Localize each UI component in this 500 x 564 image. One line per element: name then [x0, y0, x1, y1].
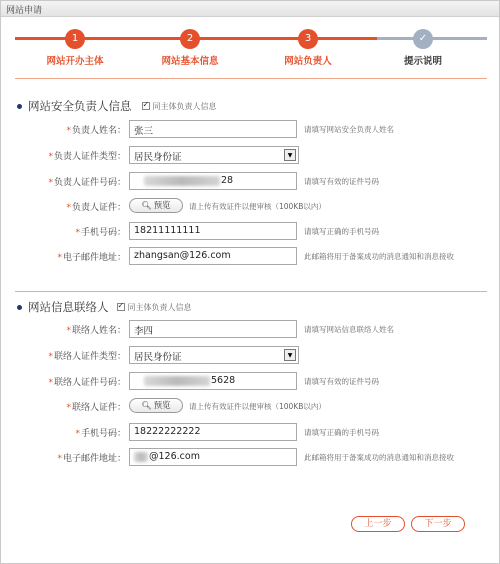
contact-preview-button[interactable]: 🔍︎ 预览: [129, 398, 183, 413]
contact-id-number-hint: 请填写有效的证件号码: [304, 377, 379, 386]
next-step-button[interactable]: 下一步: [411, 516, 465, 532]
contact-id-type-label: *联络人证件类型：: [48, 352, 126, 362]
redacted-text: [144, 176, 220, 186]
contact-section-title: [17, 299, 192, 315]
security-email-row: [1, 247, 500, 265]
contact-section-heading: 网站信息联络人: [28, 300, 109, 314]
security-id-number-input[interactable]: [129, 172, 297, 190]
redacted-text: [134, 452, 148, 462]
security-id-number-hint: 请填写有效的证件号码: [304, 177, 379, 186]
step-2-label: 网站基本信息: [161, 56, 219, 67]
security-id-type-label: *负责人证件类型：: [48, 152, 126, 162]
contact-email-suffix: @126.com: [149, 451, 200, 462]
security-same-as-owner-checkbox[interactable]: [142, 102, 150, 110]
security-email-input[interactable]: zhangsan@126.com: [129, 247, 297, 265]
security-id-doc-hint: 请上传有效证件以便审核（100KB以内）: [189, 202, 326, 211]
magnifier-icon: 🔍︎: [141, 401, 152, 410]
contact-id-doc-row: [1, 397, 500, 415]
contact-email-input[interactable]: [129, 448, 297, 466]
progress-stepper: [1, 1, 500, 81]
prev-step-button[interactable]: 上一步: [351, 516, 405, 532]
contact-name-label: *联络人姓名：: [66, 326, 126, 336]
contact-id-number-input[interactable]: [129, 372, 297, 390]
security-name-row: [1, 120, 500, 138]
contact-id-doc-hint: 请上传有效证件以便审核（100KB以内）: [189, 402, 326, 411]
security-email-label: *电子邮件地址：: [57, 253, 126, 263]
section-divider: [15, 291, 487, 292]
security-section-heading: 网站安全负责人信息: [28, 99, 132, 113]
contact-id-number-label: *联络人证件号码：: [48, 378, 126, 388]
security-id-number-row: [1, 172, 500, 190]
contact-id-number-row: [1, 372, 500, 390]
section-bullet-icon: [17, 305, 22, 310]
step-1-circle: 1: [65, 29, 85, 49]
security-phone-label: *手机号码：: [75, 228, 126, 238]
security-id-number-label: *负责人证件号码：: [48, 178, 126, 188]
step-3-circle: 3: [298, 29, 318, 49]
contact-name-hint: 请填写网站信息联络人姓名: [304, 325, 394, 334]
contact-name-row: [1, 320, 500, 338]
security-name-hint: 请填写网站安全负责人姓名: [304, 125, 394, 134]
security-id-type-row: [1, 146, 500, 164]
step-4-label: 提示说明: [403, 56, 442, 67]
security-id-doc-row: [1, 197, 500, 215]
security-phone-hint: 请填写正确的手机号码: [304, 227, 379, 236]
contact-same-as-owner-label: 同主体负责人信息: [127, 302, 192, 312]
security-id-doc-label: *负责人证件：: [66, 203, 126, 213]
contact-email-label: *电子邮件地址：: [57, 454, 126, 464]
contact-same-as-owner-checkbox[interactable]: [117, 303, 125, 311]
contact-phone-input[interactable]: 18222222222: [129, 423, 297, 441]
contact-phone-hint: 请填写正确的手机号码: [304, 428, 379, 437]
contact-phone-label: *手机号码：: [75, 429, 126, 439]
contact-phone-row: [1, 423, 500, 441]
security-phone-input[interactable]: 18211111111: [129, 222, 297, 240]
dropdown-arrow-icon[interactable]: ▼: [284, 349, 296, 361]
security-phone-row: [1, 222, 500, 240]
redacted-text: [144, 376, 210, 386]
step-4-check-icon: ✓: [413, 29, 433, 49]
contact-email-hint: 此邮箱将用于备案成功的消息通知和消息接收: [304, 453, 454, 462]
contact-name-input[interactable]: 李四: [129, 320, 297, 338]
dropdown-arrow-icon[interactable]: ▼: [284, 149, 296, 161]
security-email-hint: 此邮箱将用于备案成功的消息通知和消息接收: [304, 252, 454, 261]
step-2-circle: 2: [180, 29, 200, 49]
stepper-divider: [15, 78, 487, 79]
contact-email-row: [1, 448, 500, 466]
contact-id-type-row: [1, 346, 500, 364]
step-3-label: 网站负责人: [284, 56, 332, 67]
contact-id-doc-label: *联络人证件：: [66, 403, 126, 413]
magnifier-icon: 🔍︎: [141, 201, 152, 210]
security-id-type-select[interactable]: [129, 146, 299, 164]
window-title: 网站申请: [6, 6, 43, 16]
contact-id-type-select[interactable]: [129, 346, 299, 364]
section-bullet-icon: [17, 104, 22, 109]
security-name-input[interactable]: 张三: [129, 120, 297, 138]
security-same-as-owner-label: 同主体负责人信息: [152, 101, 217, 111]
security-name-label: *负责人姓名：: [66, 126, 126, 136]
contact-id-number-suffix: 5628: [211, 375, 236, 386]
contact-id-type-value: 居民身份证: [134, 352, 182, 363]
security-id-type-value: 居民身份证: [134, 152, 182, 163]
security-section-title: [17, 98, 217, 114]
security-id-number-suffix: 28: [221, 175, 234, 186]
step-1-label: 网站开办主体: [46, 56, 104, 67]
security-preview-button[interactable]: 🔍︎ 预览: [129, 198, 183, 213]
